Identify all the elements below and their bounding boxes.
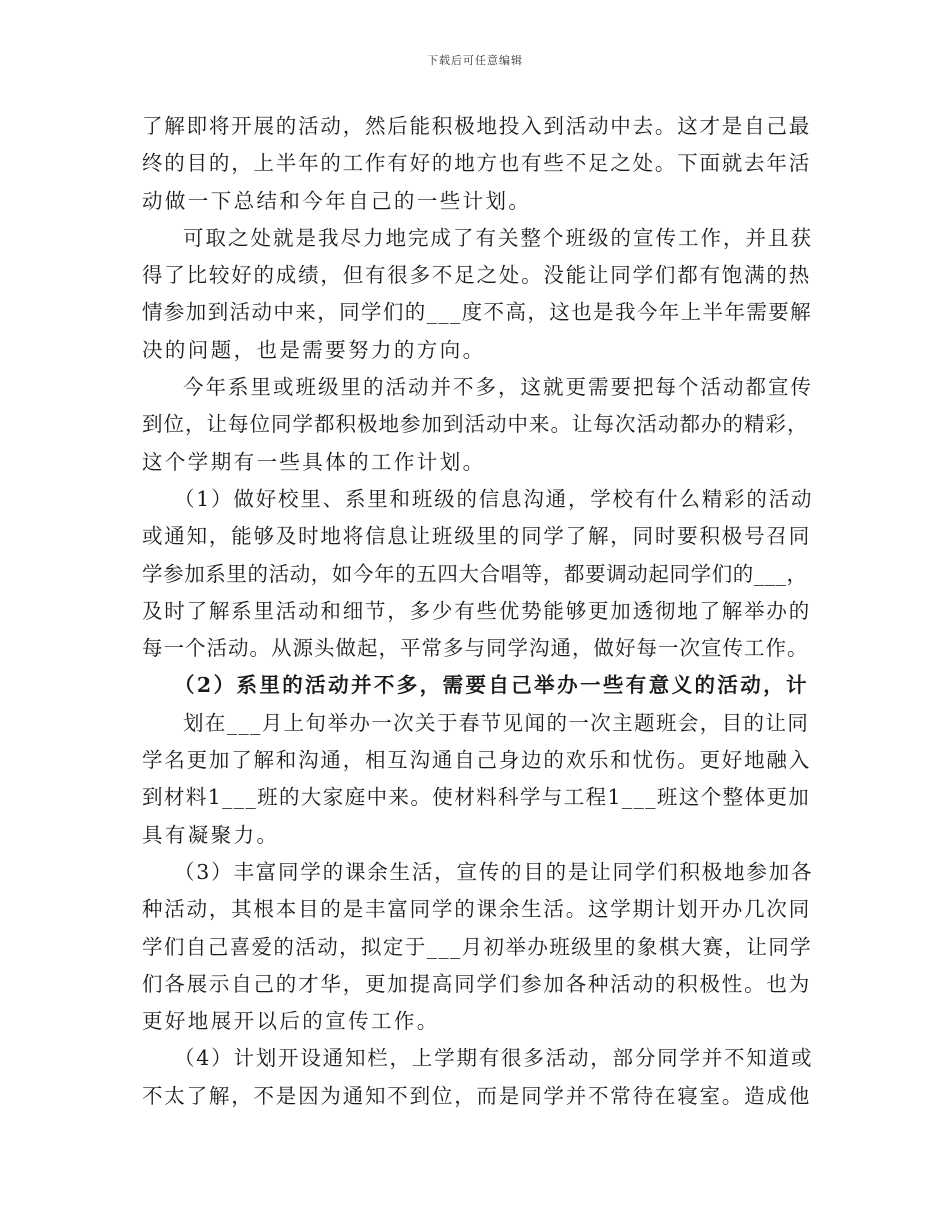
text-line: 具有凝聚力。: [142, 822, 280, 847]
text-line-bold: （2）系里的活动并不多，需要自己举办一些有意义的活动，计: [174, 673, 809, 698]
text-line: 更好地展开以后的宣传工作。: [142, 1009, 440, 1034]
text-line: 及时了解系里活动和细节，多少有些优势能够更加透彻地了解举办的: [142, 598, 811, 623]
page-header: 下载后可任意编辑: [427, 54, 523, 67]
text-line: 情参加到活动中来，同学们的___度不高，这也是我今年上半年需要解: [142, 300, 813, 325]
text-line: 划在___月上旬举办一次关于春节见闻的一次主题班会，目的让同: [183, 710, 810, 735]
text-line: 可取之处就是我尽力地完成了有关整个班级的宣传工作，并且获: [183, 225, 813, 250]
text-line: 得了比较好的成绩，但有很多不足之处。没能让同学们都有饱满的热: [142, 263, 811, 288]
text-line: 们各展示自己的才华，更加提高同学们参加各种活动的积极性。也为: [142, 971, 811, 996]
text-line: 或通知，能够及时地将信息让班级里的同学了解，同时要积极号召同: [142, 524, 811, 549]
text-line: 这个学期有一些具体的工作计划。: [142, 449, 486, 474]
text-line: 种活动，其根本目的是丰富同学的课余生活。这学期计划开办几次同: [142, 897, 811, 922]
document-body: [142, 108, 812, 1115]
text-line: 学们自己喜爱的活动，拟定于___月初举办班级里的象棋大赛，让同学: [142, 934, 813, 959]
text-line: 学名更加了解和沟通，相互沟通自己身边的欢乐和忧伤。更好地融入: [142, 748, 811, 773]
text-line: 到位，让每位同学都积极地参加到活动中来。让每次活动都办的精彩，: [142, 412, 809, 437]
text-line: 今年系里或班级里的活动并不多，这就更需要把每个活动都宣传: [183, 375, 813, 400]
text-line: 决的问题，也是需要努力的方向。: [142, 337, 486, 362]
text-line: （1）做好校里、系里和班级的信息沟通，学校有什么精彩的活动: [174, 486, 814, 511]
text-line: 到材料1___班的大家庭中来。使材料科学与工程1___班这个整体更加: [142, 785, 811, 810]
text-line: 每一个活动。从源头做起，平常多与同学沟通，做好每一次宣传工作。: [142, 636, 809, 661]
text-line: 终的目的，上半年的工作有好的地方也有些不足之处。下面就去年活: [142, 151, 811, 176]
text-line: 了解即将开展的活动，然后能积极地投入到活动中去。这才是自己最: [142, 114, 811, 138]
text-line: 学参加系里的活动，如今年的五四大合唱等，都要调动起同学们的___，: [142, 561, 808, 586]
text-line: （3）丰富同学的课余生活，宣传的目的是让同学们积极地参加各: [174, 859, 814, 884]
text-line: （4）计划开设通知栏，上学期有很多活动，部分同学并不知道或: [174, 1046, 814, 1071]
text-line: 动做一下总结和今年自己的一些计划。: [142, 188, 532, 213]
text-line: 不太了解，不是因为通知不到位，而是同学并不常待在寝室。造成他: [142, 1083, 811, 1108]
